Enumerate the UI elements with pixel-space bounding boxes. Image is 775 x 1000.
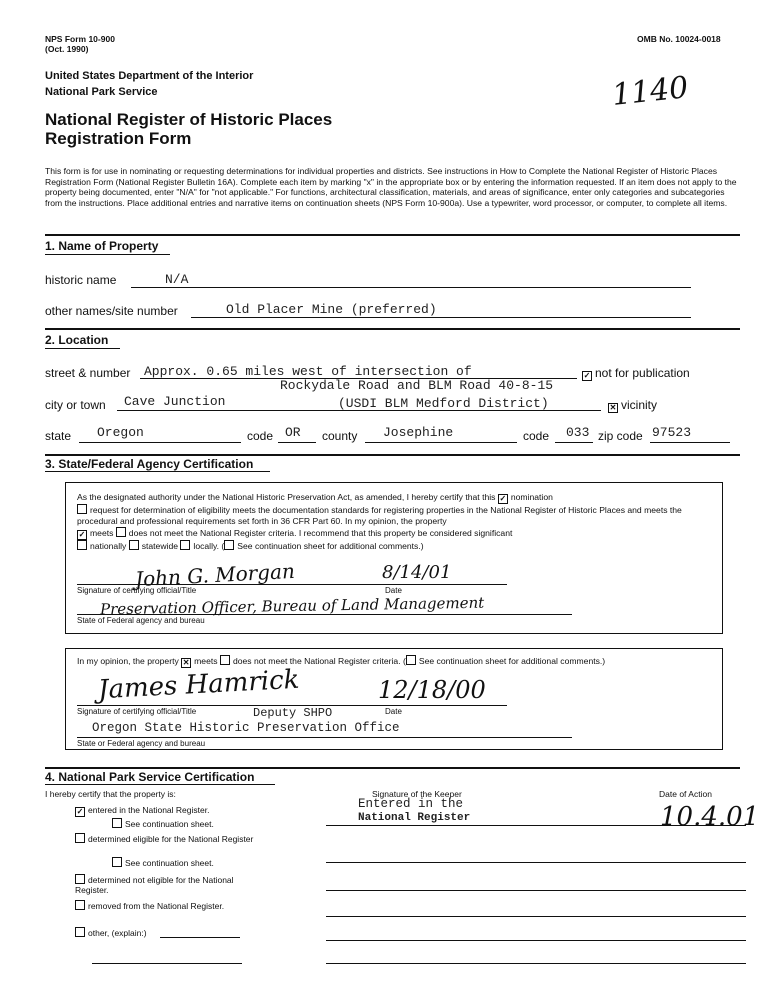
vicinity-label: vicinity: [621, 398, 658, 412]
signature-line: [77, 584, 507, 585]
county-code-label: code: [523, 429, 550, 443]
state-label: state: [45, 429, 72, 443]
nationally-checkbox[interactable]: [77, 540, 87, 550]
historic-name-value[interactable]: N/A: [165, 272, 189, 287]
service: National Park Service: [45, 86, 158, 98]
eligible-continuation[interactable]: [112, 857, 214, 868]
omb-number: OMB No. 10024-0018: [637, 34, 721, 44]
removed-checkbox[interactable]: [75, 900, 85, 910]
city-label: city or town: [45, 398, 106, 412]
nationally-label: nationally: [90, 541, 127, 552]
zip-value[interactable]: 97523: [652, 425, 692, 440]
other-explain-line-2[interactable]: [92, 963, 242, 964]
opinion-does-not-meet-checkbox[interactable]: [220, 655, 230, 665]
opinion-does-not-meet-label: does not meet the National Register criteria. (: [232, 656, 406, 666]
entered-continuation[interactable]: [112, 818, 214, 829]
meets-checkbox[interactable]: ✓: [78, 530, 86, 540]
opinion-meets-label: meets: [194, 656, 218, 666]
not-for-publication-checkbox[interactable]: ✓: [583, 371, 591, 380]
eligible-continuation-checkbox[interactable]: [112, 857, 122, 867]
option-not-eligible[interactable]: [75, 874, 255, 895]
eligible-checkbox[interactable]: [75, 833, 85, 843]
county-label: county: [322, 429, 358, 443]
shpo-agency-line: [77, 737, 572, 738]
section-divider: [45, 234, 740, 236]
state-code-line: [278, 442, 316, 443]
agency-label: State of Federal agency and bureau: [77, 616, 205, 625]
street-value[interactable]: Approx. 0.65 miles west of intersection of: [144, 364, 472, 379]
certify-label: I hereby certify that the property is:: [45, 789, 176, 799]
other-checkbox[interactable]: [75, 927, 85, 937]
state-line: [79, 442, 241, 443]
form-subtitle: Registration Form: [45, 129, 192, 148]
opinion-meets-checkbox[interactable]: ✕: [182, 658, 190, 667]
keeper-line: [326, 963, 746, 964]
street-value-continued[interactable]: Rockydale Road and BLM Road 40-8-15: [280, 378, 554, 393]
does-not-meet-checkbox[interactable]: [116, 527, 126, 537]
other-names-label: other names/site number: [45, 304, 178, 318]
shpo-agency-value[interactable]: Oregon State Historic Preservation Office: [92, 721, 400, 735]
section-1-heading: 1. Name of Property: [45, 239, 159, 253]
option-eligible-label: determined eligible for the National Register: [88, 834, 254, 844]
city-value[interactable]: Cave Junction: [124, 394, 226, 409]
shpo-date-label: Date: [385, 707, 402, 716]
shpo-signature-date: 12/18/00: [378, 676, 486, 704]
option-other-label: other, (explain:): [88, 928, 147, 938]
entered-continuation-checkbox[interactable]: [112, 818, 122, 828]
meets-label: meets: [90, 528, 114, 539]
action-date-handwritten: 10.4.01: [660, 802, 760, 832]
locally-checkbox[interactable]: [180, 540, 190, 550]
shpo-title[interactable]: Deputy SHPO: [253, 706, 333, 720]
vicinity[interactable]: [608, 398, 657, 413]
not-for-publication[interactable]: [582, 366, 690, 381]
shpo-agency-label: State or Federal agency and bureau: [77, 739, 206, 748]
locally-label: locally. (: [193, 541, 225, 552]
section-divider: [45, 767, 740, 769]
entered-checkbox[interactable]: ✓: [76, 807, 84, 816]
continuation-label: See continuation sheet for additional comments.): [237, 541, 424, 552]
shpo-signature-label: Signature of certifying official/Title: [77, 707, 197, 716]
handwritten-number: 1140: [610, 70, 690, 113]
heading-underline: [45, 254, 170, 255]
state-code-label: code: [247, 429, 274, 443]
opinion-continuation-label: See continuation sheet for additional comments.): [418, 656, 606, 666]
zip-line: [650, 442, 730, 443]
option-removed[interactable]: [75, 900, 235, 911]
shpo-opinion-text: [77, 655, 713, 668]
form-title: National Register of Historic Places: [45, 110, 333, 129]
heading-underline: [45, 471, 270, 472]
county-value[interactable]: Josephine: [383, 425, 454, 440]
instructions: This form is for use in nominating or requesting determinations for individual properties and districts. See instructions in How to Complete the National Register of Historic Places Registration Form (National Register Bulletin 16A). Complete each item by marking "x" in the appropriate box or by entering the information requested. If an item does not apply to the property being documented, enter "N/A" for "not applicable." For functions, architectural classification, materials, and areas of significance, enter only categories and subcategories from the instructions. Place additional entries and narrative items on continuation sheets (NPS Form 10-900a). Use a typewriter, word processor, or computer, to complete all items.: [45, 166, 737, 208]
continuation-checkbox[interactable]: [224, 540, 234, 550]
county-code-value[interactable]: 033: [566, 425, 590, 440]
keeper-label: Signature of the Keeper: [372, 789, 462, 799]
other-names-line: [191, 317, 691, 318]
state-value[interactable]: Oregon: [97, 425, 144, 440]
other-explain-line[interactable]: [160, 937, 240, 938]
request-determination-checkbox[interactable]: [77, 504, 87, 514]
opinion-text-a: In my opinion, the property: [77, 656, 179, 666]
form-number: NPS Form 10-900: [45, 34, 115, 44]
state-code-value[interactable]: OR: [285, 425, 301, 440]
option-entered-label: entered in the National Register.: [88, 805, 210, 815]
entered-continuation-label: See continuation sheet.: [125, 819, 214, 829]
keeper-stamp-line2: National Register: [358, 812, 471, 824]
statewide-label: statewide: [141, 541, 179, 552]
historic-name-label: historic name: [45, 273, 117, 287]
official-signature: John G. Morgan: [134, 558, 296, 592]
county-line: [365, 442, 517, 443]
keeper-stamp-line1: Entered in the: [358, 797, 464, 811]
option-eligible[interactable]: [75, 833, 275, 844]
form-date: (Oct. 1990): [45, 44, 89, 54]
option-not-eligible-label: determined not eligible for the National Register.: [75, 875, 234, 895]
county-code-line: [555, 442, 593, 443]
does-not-meet-label: does not meet the National Register criteria. I recommend that this property be considered significant: [128, 528, 513, 539]
keeper-line: [326, 862, 746, 863]
vicinity-checkbox[interactable]: ✕: [609, 403, 617, 412]
heading-underline: [45, 784, 275, 785]
cert-text-a: As the designated authority under the National Historic Preservation Act, as amended, I hereby certify that this: [77, 492, 496, 502]
action-date-label: Date of Action: [659, 789, 712, 799]
option-removed-label: removed from the National Register.: [88, 901, 225, 911]
agency-line: [77, 614, 572, 615]
state-certification-text: [77, 492, 713, 553]
signature-date: 8/14/01: [382, 562, 452, 583]
heading-underline: [45, 348, 120, 349]
nomination-label: nomination: [510, 492, 553, 502]
keeper-line: [326, 940, 746, 941]
not-eligible-checkbox[interactable]: [75, 874, 85, 884]
agency-handwritten: Preservation Officer, Bureau of Land Management: [99, 593, 485, 619]
city-value-note[interactable]: (USDI BLM Medford District): [338, 396, 549, 411]
option-entered[interactable]: [75, 805, 209, 817]
signature-label: Signature of certifying official/Title: [77, 586, 197, 595]
zip-label: zip code: [598, 429, 643, 443]
street-label: street & number: [45, 366, 131, 380]
statewide-checkbox[interactable]: [129, 540, 139, 550]
not-for-publication-label: not for publication: [595, 366, 690, 380]
section-divider: [45, 454, 740, 456]
department: United States Department of the Interior: [45, 70, 254, 82]
option-other[interactable]: [75, 927, 147, 938]
opinion-continuation-checkbox[interactable]: [406, 655, 416, 665]
section-divider: [45, 328, 740, 330]
historic-name-line: [131, 287, 691, 288]
eligible-continuation-label: See continuation sheet.: [125, 858, 214, 868]
keeper-line: [326, 916, 746, 917]
cert-text-c: request for determination of eligibility meets the documentation standards for registering properties in the National Register of Historic Places and meets the procedural and professional requirements set forth in 36 CFR Part 60. In my opinion, the property: [77, 505, 682, 527]
section-4-heading: 4. National Park Service Certification: [45, 770, 255, 784]
other-names-value[interactable]: Old Placer Mine (preferred): [226, 302, 437, 317]
nomination-checkbox[interactable]: ✓: [499, 494, 507, 503]
keeper-line: [326, 890, 746, 891]
keeper-line: [326, 825, 746, 826]
section-2-heading: 2. Location: [45, 333, 109, 347]
date-label: Date: [385, 586, 402, 595]
section-3-heading: 3. State/Federal Agency Certification: [45, 457, 254, 471]
shpo-signature: James Hamrick: [97, 664, 301, 706]
